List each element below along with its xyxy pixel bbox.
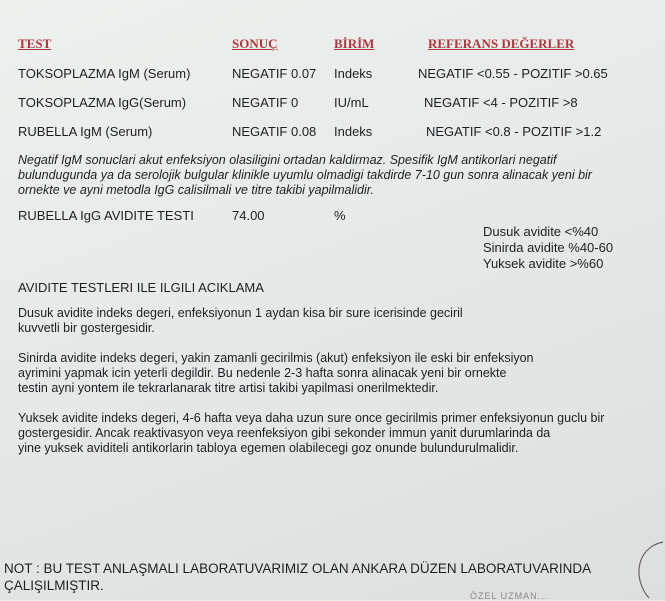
header-unit: BİRİM [334, 36, 375, 51]
explanation-line: kuvvetli bir gostergesidir. [18, 321, 155, 335]
footer-line: ÇALIŞILMIŞTIR. [4, 578, 104, 593]
avidity-unit: % [334, 208, 346, 223]
test-unit: Indeks [334, 124, 373, 139]
explanation-line: Sinirda avidite indeks degeri, yakin zamanli gecirilmis (akut) enfeksiyon ile eski bir enfeksiyon [18, 351, 534, 365]
note-line: ornekte ve ayni metodla IgG calisilmali ve titre takibi yapilmalidir. [18, 183, 374, 197]
avidity-reference: Dusuk avidite <%40 [483, 224, 599, 239]
avidity-reference: Sinirda avidite %40-60 [483, 240, 614, 255]
header-reference: REFERANS DEĞERLER [428, 36, 575, 51]
footer-line: NOT : BU TEST ANLAŞMALI LABORATUVARIMIZ OLAN ANKARA DÜZEN LABORATUVARINDA [4, 561, 592, 576]
explanation-line: Dusuk avidite indeks degeri, enfeksiyonun 1 aydan kisa bir sure icerisinde geciril [18, 306, 463, 320]
explanation-low [18, 306, 463, 336]
avidity-reference-list [483, 224, 613, 272]
explanation-line: yine yuksek aviditeli antikorlarin tabloya egemen olabilecegi goz onunde bulundurulmalidir. [18, 441, 519, 455]
note-line: bulundugunda ya da serolojik bulgular klinikle uyumlu olmadigi takdirde 7-10 gun sonra alinacak yeni bir [18, 168, 592, 182]
test-result: NEGATIF 0 [232, 95, 299, 110]
explanation-heading: AVIDITE TESTLERI ILE ILGILI ACIKLAMA [18, 280, 264, 295]
explanation-high [18, 411, 604, 456]
test-reference: NEGATIF <4 - POZITIF >8 [424, 95, 578, 110]
note-line: Negatif IgM sonuclari akut enfeksiyon olasiligini ortadan kaldirmaz. Spesifik IgM antikorlari negatif [18, 153, 557, 167]
test-result: NEGATIF 0.08 [232, 124, 317, 139]
igm-note [18, 153, 592, 198]
test-name: TOKSOPLAZMA IgG(Serum) [18, 95, 187, 110]
test-unit: Indeks [334, 66, 373, 81]
explanation-line: ayrimini yapmak icin yeterli degildir. Bu nedenle 2-3 hafta sonra alinacak yeni bir ornekte [18, 366, 507, 380]
header-result: SONUÇ [232, 36, 278, 51]
footer-note [4, 560, 591, 594]
explanation-line: testin ayni yontem ile tekrarlanarak titre artisi takibi yapilmasi onerilmektedir. [18, 381, 439, 395]
explanation-line: Yuksek avidite indeks degeri, 4-6 hafta veya daha uzun sure once gecirilmis primer enfeksiyonun guclu bir [18, 411, 605, 425]
test-name: RUBELLA IgM (Serum) [18, 124, 153, 139]
test-name: TOKSOPLAZMA IgM (Serum) [18, 66, 191, 81]
test-unit: IU/mL [334, 95, 369, 110]
stamp-curve-icon [615, 540, 665, 600]
test-reference: NEGATIF <0.8 - POZITIF >1.2 [426, 124, 602, 139]
stamp-text: ÖZEL UZMAN... [470, 591, 549, 601]
avidity-reference: Yuksek avidite >%60 [483, 256, 604, 271]
test-result: NEGATIF 0.07 [232, 66, 317, 81]
test-reference: NEGATIF <0.55 - POZITIF >0.65 [418, 66, 608, 81]
header-test: TEST [18, 36, 52, 51]
explanation-line: gostergesidir. Ancak reaktivasyon veya reenfeksiyon gibi sekonder immun yanit durumlarinda da [18, 426, 551, 440]
avidity-value: 74.00 [232, 208, 265, 223]
explanation-borderline [18, 351, 534, 396]
avidity-test-name: RUBELLA IgG AVIDITE TESTI [18, 208, 194, 223]
